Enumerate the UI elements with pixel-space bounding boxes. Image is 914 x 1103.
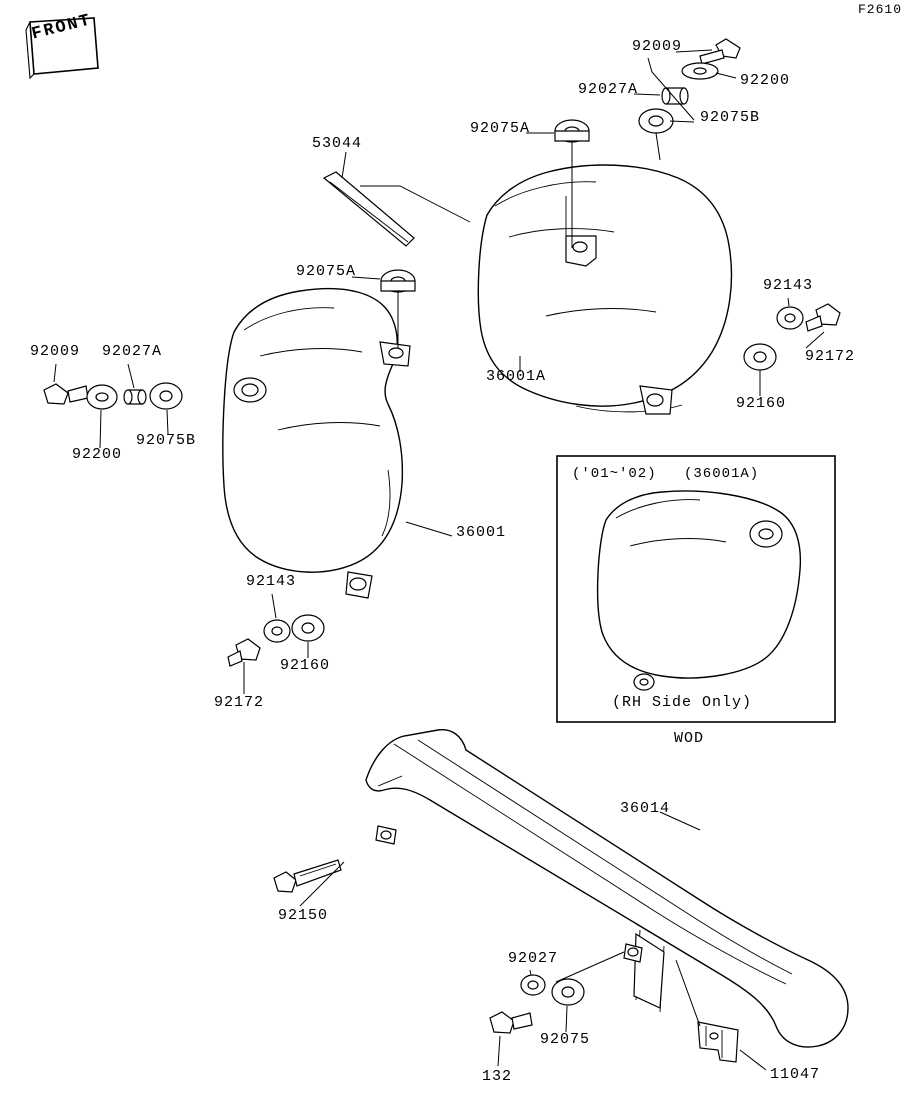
part-label-92075: 92075 <box>540 1031 591 1048</box>
part-92172-bolt-left <box>228 639 260 666</box>
part-label-92027A-left: 92027A <box>102 343 163 360</box>
inset-footer-code: WOD <box>674 730 705 747</box>
part-label-92200-left: 92200 <box>72 446 123 463</box>
part-label-92150: 92150 <box>278 907 329 924</box>
part-92143-washer-left <box>264 620 290 642</box>
part-label-11047: 11047 <box>770 1066 821 1083</box>
part-92172-bolt-right <box>806 304 840 331</box>
part-92160-damper-right <box>744 344 776 370</box>
part-label-92009-top: 92009 <box>632 38 683 55</box>
part-label-36001A: 36001A <box>486 368 547 385</box>
inset-side-note: (RH Side Only) <box>612 694 753 711</box>
part-label-92075B-top: 92075B <box>700 109 761 126</box>
part-label-36014: 36014 <box>620 800 671 817</box>
inset-year-range: ('01~'02) <box>572 466 657 482</box>
part-label-92160-right: 92160 <box>736 395 787 412</box>
part-label-92160-left: 92160 <box>280 657 331 674</box>
part-label-92075A-top: 92075A <box>470 120 531 137</box>
part-92160-damper-left <box>292 615 324 641</box>
part-label-92143-left: 92143 <box>246 573 297 590</box>
part-92027A-collar-top <box>662 88 688 104</box>
part-11047-bracket <box>698 1022 738 1062</box>
front-label: FRONT <box>30 11 94 45</box>
sheet-code: F2610 <box>857 2 902 17</box>
part-label-92172-left: 92172 <box>214 694 265 711</box>
part-92009-screw-left <box>44 384 88 404</box>
part-92075A-damper-left <box>381 270 415 292</box>
part-label-36001: 36001 <box>456 524 507 541</box>
part-92200-washer-top <box>682 63 718 79</box>
part-132-bolt <box>490 1012 532 1033</box>
part-label-132: 132 <box>482 1068 513 1085</box>
part-92009-screw-top <box>700 39 740 64</box>
part-label-92143-right: 92143 <box>763 277 814 294</box>
part-label-92075B-left: 92075B <box>136 432 197 449</box>
part-92027A-collar-left <box>124 390 146 404</box>
part-92027-collar <box>521 975 545 995</box>
part-92075-damper <box>552 979 584 1005</box>
inset-part-ref: (36001A) <box>684 466 760 482</box>
part-label-92027A-top: 92027A <box>578 81 639 98</box>
part-92150-bolt <box>274 860 341 892</box>
inset-box <box>557 456 835 722</box>
part-label-92009-left: 92009 <box>30 343 81 360</box>
part-label-92172-right: 92172 <box>805 348 856 365</box>
part-92143-washer-right <box>777 307 803 329</box>
part-label-92027: 92027 <box>508 950 559 967</box>
part-label-92075A-left: 92075A <box>296 263 357 280</box>
part-53044-trim <box>324 172 470 246</box>
part-92200-washer-left <box>87 385 117 409</box>
part-36014-fender <box>366 730 848 1047</box>
part-92075A-damper-top <box>555 120 589 142</box>
part-92075B-damper-left <box>150 383 182 409</box>
part-label-53044: 53044 <box>312 135 363 152</box>
part-36001-side-cover <box>223 289 410 598</box>
part-92075B-damper-top <box>639 109 673 133</box>
part-label-92200-top: 92200 <box>740 72 791 89</box>
